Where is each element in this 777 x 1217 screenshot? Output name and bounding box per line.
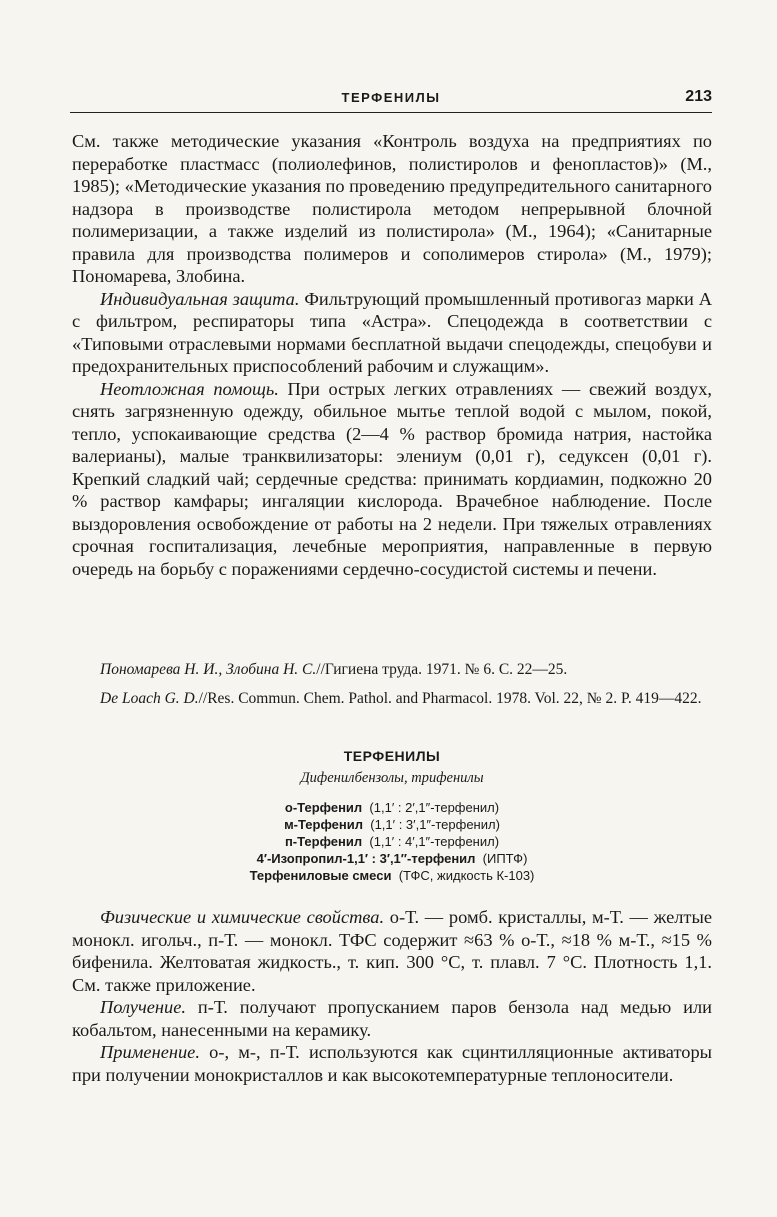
reference-authors: De Loach G. D. [100,690,199,707]
paragraph-lead: Получение. [100,997,186,1017]
isomer-name: м-Терфенил [284,817,364,832]
paragraph-first-aid [72,378,712,581]
reference-authors: Пономарева Н. И., Злобина Н. С. [100,661,317,678]
reference-source: //Гигиена труда. 1971. № 6. С. 22—25. [316,661,568,678]
paragraph-text: Фильтрующий промышленный противогаз марки А с фильтром, респираторы типа «Астра». Спецодежда в соответствии с «Типовыми отраслевыми нормами бесплатной выдачи спецодежды, спецобуви и предохранительных приспособлений рабочим и служащим». [72,288,712,376]
reference-item [72,660,712,680]
isomer-item [72,833,712,850]
isomer-item [72,816,712,833]
isomer-formula: (1,1′ : 2′,1″-терфенил) [369,800,500,815]
paragraph-protection [72,288,712,378]
isomer-formula: (1,1′ : 4′,1″-терфенил) [369,834,500,849]
paragraph-lead: Применение. [100,1042,200,1062]
running-title: ТЕРФЕНИЛЫ [341,90,441,105]
main-text [72,130,712,580]
paragraph-text: о-, м-, п-Т. используются как сцинтилляционные активаторы при получении монокристаллов и как высокотемпературные теплоносители. [72,1042,712,1085]
paragraph-application [72,1041,712,1086]
isomer-formula: (ИПТФ) [482,851,528,866]
section-synonyms: Дифенилбензолы, трифенилы [300,770,484,786]
paragraph-text: п-Т. получают пропусканием паров бензола над медью или кобальтом, нанесенными на керамику. [72,997,712,1040]
paragraph-lead: Неотложная помощь. [100,378,279,399]
paragraph-methods [72,130,712,288]
isomer-list [72,799,712,884]
paragraph-text: См. также методические указания «Контроль воздуха на предприятиях по переработке пластмасс (полиолефинов, полистиролов и фенопластов)» (М., 1985); «Методические указания по проведению предупредительного санитарного надзора в производстве полистирола методом непрерывной блочной полимеризации, а также изделий из полистирола» (М., 1964); «Санитарные правила для производства полимеров и сополимеров стирола» (М., 1979); Пономарева, Злобина. [72,131,712,286]
paragraph-lead: Индивидуальная защита. [100,288,300,309]
running-header [70,86,712,113]
references [72,660,712,718]
section-title: ТЕРФЕНИЛЫ [343,748,441,764]
paragraph-properties [72,906,712,996]
isomer-item [72,799,712,816]
paragraph-lead: Физические и химические свойства. [100,907,385,927]
paragraph-production [72,996,712,1041]
isomer-formula: (ТФС, жидкость К-103) [398,868,535,883]
isomer-item [72,867,712,884]
isomer-name: п-Терфенил [284,834,363,849]
section-text [72,906,712,1086]
paragraph-text: о-Т. — ромб. кристаллы, м-Т. — желтые монокл. игольч., п-Т. — монокл. ТФС содержит ≈63 % о-Т., ≈18 % м-Т., ≈15 % бифенила. Желтоватая жидкость., т. кип. 300 °С, т. плавл. 7 °С. Плотность 1,1. См. также приложение. [72,907,712,995]
reference-item [72,689,712,709]
isomer-item [72,850,712,867]
isomer-name: 4′-Изопропил-1,1′ : 3′,1″-терфенил [256,851,476,866]
paragraph-text: При острых легких отравлениях — свежий воздух, снять загрязненную одежду, обильное мытье теплой водой с мылом, покой, тепло, успокаивающие средства (2—4 % раствор бромида натрия, настойка валерианы), малые транквилизаторы: элениум (0,01 г), седуксен (0,01 г). Крепкий сладкий чай; сердечные средства: принимать кордиамин, подкожно 20 % раствор камфары; ингаляции кислорода. Врачебное наблюдение. После выздоровления освобождение от работы на 2 недели. При тяжелых отравлениях срочная госпитализация, лечебные мероприятия, направленные в первую очередь на борьбу с поражениями сердечно-сосудистой системы и печени. [72,378,712,579]
reference-source: //Res. Commun. Chem. Pathol. and Pharmacol. 1978. Vol. 22, № 2. P. 419—422. [198,690,702,707]
page-number: 213 [685,88,712,105]
section-heading-block [72,748,712,884]
isomer-name: Терфениловые смеси [249,868,392,883]
isomer-formula: (1,1′ : 3′,1″-терфенил) [370,817,500,832]
isomer-name: о-Терфенил [284,800,363,815]
